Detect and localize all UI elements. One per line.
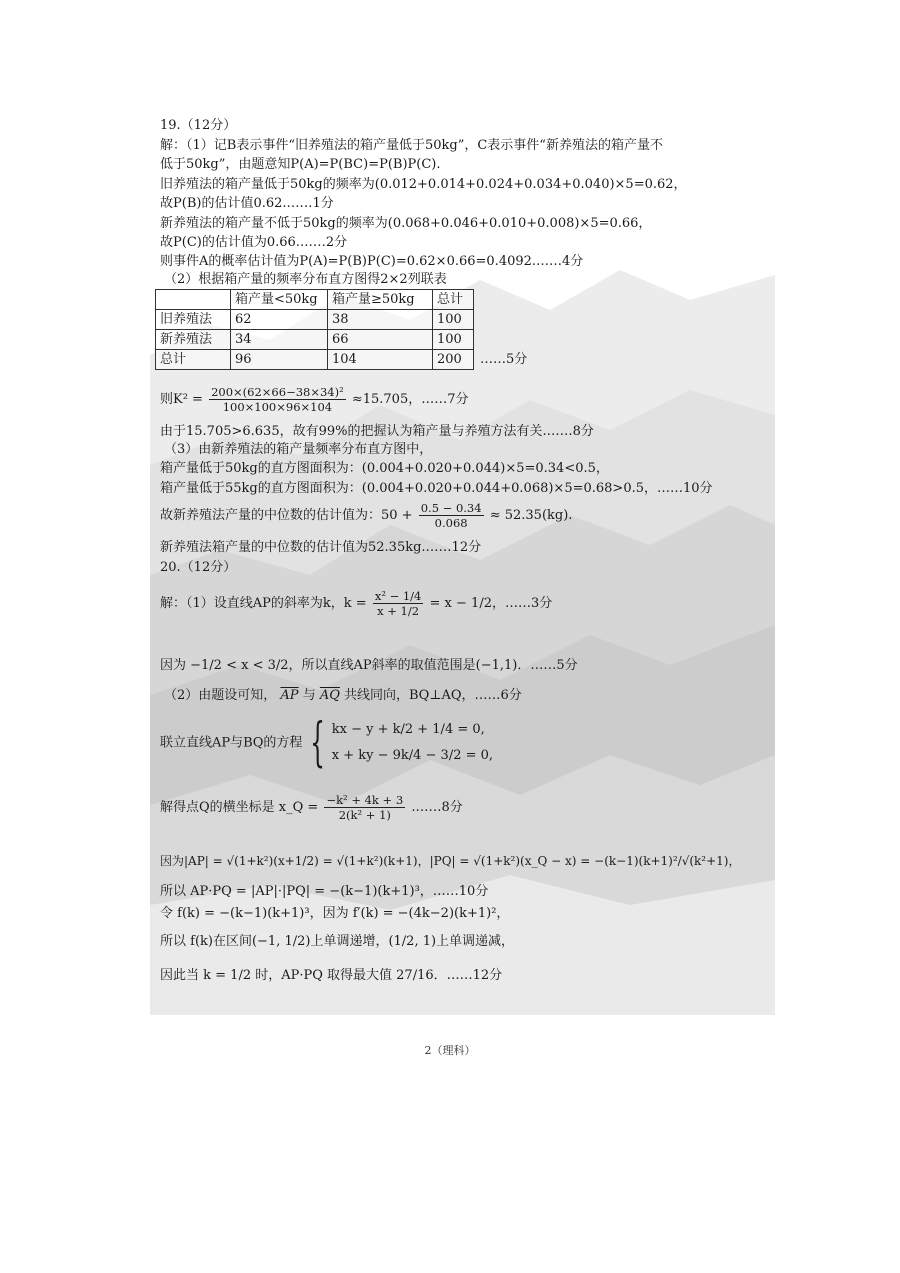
- table-cell: 96: [231, 350, 328, 370]
- q20-step5: 解得点Q的横坐标是 x_Q = $\frac{\text{−k² + 4k + 3}}{\text{2(k² + 1)}}$ .……8分: [160, 793, 463, 822]
- q19-line4: 故P(B)的估计值0.62.……1分: [160, 196, 334, 211]
- q19-line2: 低于50kg”，由题意知P(A)=P(BC)=P(B)P(C).: [160, 157, 441, 172]
- xq-fraction: $\frac{\text{−k² + 4k + 3}}{\text{2(k² + 1)}}$: [326, 793, 404, 822]
- table-cell: 箱产量≥50kg: [328, 290, 433, 310]
- q20-step8: 令 f(k) = −(k−1)(k+1)³，因为 f′(k) = −(4k−2)(k+1)²，: [160, 906, 510, 921]
- table-cell: [156, 290, 231, 310]
- q20-step1: 解：（1）设直线AP的斜率为k，k = $\frac{\text{x² − 1/4}}{x + 1/2}$ = x − 1/2，……3分: [160, 589, 553, 618]
- q20-step7: 所以 AP·PQ = |AP|·|PQ| = −(k−1)(k+1)³，……10分: [160, 884, 489, 899]
- q20-step3: （2）由题设可知， $\overline{AP}$ 与 $\overline{AQ}$ 共线同向，BQ⊥AQ，……6分: [164, 688, 522, 703]
- equation-system: kx − y + k/2 + 1/4 = 0, x + ky − 9k/4 − 3/2 = 0,: [331, 722, 494, 763]
- table-cell: 62: [231, 310, 328, 330]
- q20-step2: 因为 −1/2 < x < 3/2，所以直线AP斜率的取值范围是(−1,1)．……5分: [160, 658, 578, 673]
- q19-line1: 解：（1）记B表示事件“旧养殖法的箱产量低于50kg”，C表示事件“新养殖法的箱产量不: [160, 138, 663, 153]
- q19-line8: （2）根据箱产量的频率分布直方图得2×2列联表: [164, 272, 447, 287]
- table-cell: 100: [433, 330, 474, 350]
- q19-line3: 旧养殖法的箱产量低于50kg的频率为(0.012+0.014+0.024+0.034+0.040)×5=0.62，: [160, 177, 687, 192]
- score-note: ……5分: [480, 352, 528, 367]
- q19-line6: 故P(C)的估计值为0.66.……2分: [160, 235, 348, 250]
- q19-line5: 新养殖法的箱产量不低于50kg的频率为(0.068+0.046+0.010+0.008)×5=0.66，: [160, 216, 652, 231]
- table-cell: 66: [328, 330, 433, 350]
- q20-step4: 联立直线AP与BQ的方程 { kx − y + k/2 + 1/4 = 0, x + ky − 9k/4 − 3/2 = 0,: [160, 713, 494, 773]
- scanned-page: [150, 105, 775, 1015]
- table-cell: 总计: [433, 290, 474, 310]
- q19-line7: 则事件A的概率估计值为P(A)=P(B)P(C)=0.62×0.66=0.4092.……4分: [160, 254, 584, 269]
- k2-formula: 则K² = $\frac{\text{200×(62×66−38×34)²}}{100\times 100\times 96\times 104}$ ≈15.705，……7分: [160, 385, 469, 414]
- slope-fraction: $\frac{\text{x² − 1/4}}{x + 1/2}$: [374, 589, 422, 618]
- q20-step9: 所以 f(k)在区间(−1, 1/2)上单调递增，(1/2, 1)上单调递减，: [160, 934, 515, 949]
- table-cell: 总计: [156, 350, 231, 370]
- k2-fraction: $\frac{\text{200×(62×66−38×34)²}}{100\times 100\times 96\times 104}$: [211, 385, 344, 414]
- q19-line12: 箱产量低于50kg的直方图面积为：(0.004+0.020+0.044)×5=0.34<0.5，: [160, 461, 609, 476]
- q19-line11: （3）由新养殖法的箱产量频率分布直方图中，: [164, 442, 433, 457]
- table-row: [156, 310, 532, 330]
- table-row: [156, 330, 532, 350]
- q19-line15: 新养殖法箱产量的中位数的估计值为52.35kg.……12分: [160, 540, 482, 555]
- q20-step10: 因此当 k = 1/2 时，AP·PQ 取得最大值 27/16．……12分: [160, 968, 503, 983]
- median-fraction: $\frac{0.5 - 0.34}{0.068}$: [420, 501, 482, 530]
- contingency-table: [155, 289, 532, 370]
- table-cell: 新养殖法: [156, 330, 231, 350]
- table-cell: 104: [328, 350, 433, 370]
- table-cell: 旧养殖法: [156, 310, 231, 330]
- median-formula: 故新养殖法产量的中位数的估计值为：50 + $\frac{0.5 - 0.34}{0.068}$ ≈ 52.35(kg).: [160, 501, 573, 530]
- table-row: [156, 290, 532, 310]
- q19-line13: 箱产量低于55kg的直方图面积为：(0.004+0.020+0.044+0.068)×5=0.68>0.5，……10分: [160, 481, 713, 496]
- q20-step6: 因为|AP| = √(1+k²)(x+1/2) = √(1+k²)(k+1)，|PQ| = √(1+k²)(x_Q − x) = −(k−1)(k+1)²/√(k²+1)，: [160, 854, 741, 868]
- table-cell: 34: [231, 330, 328, 350]
- table-cell: 箱产量<50kg: [231, 290, 328, 310]
- table-cell: 100: [433, 310, 474, 330]
- table-cell: 200: [433, 350, 474, 370]
- q19-line10: 由于15.705>6.635，故有99%的把握认为箱产量与养殖方法有关.……8分: [160, 424, 594, 439]
- q20-header: 20.（12分）: [160, 560, 237, 575]
- page-footer: 2（理科）: [424, 1044, 476, 1057]
- table-row: [156, 350, 532, 370]
- answer-content: [150, 105, 775, 1015]
- q19-header: 19.（12分）: [160, 118, 237, 133]
- table-cell: 38: [328, 310, 433, 330]
